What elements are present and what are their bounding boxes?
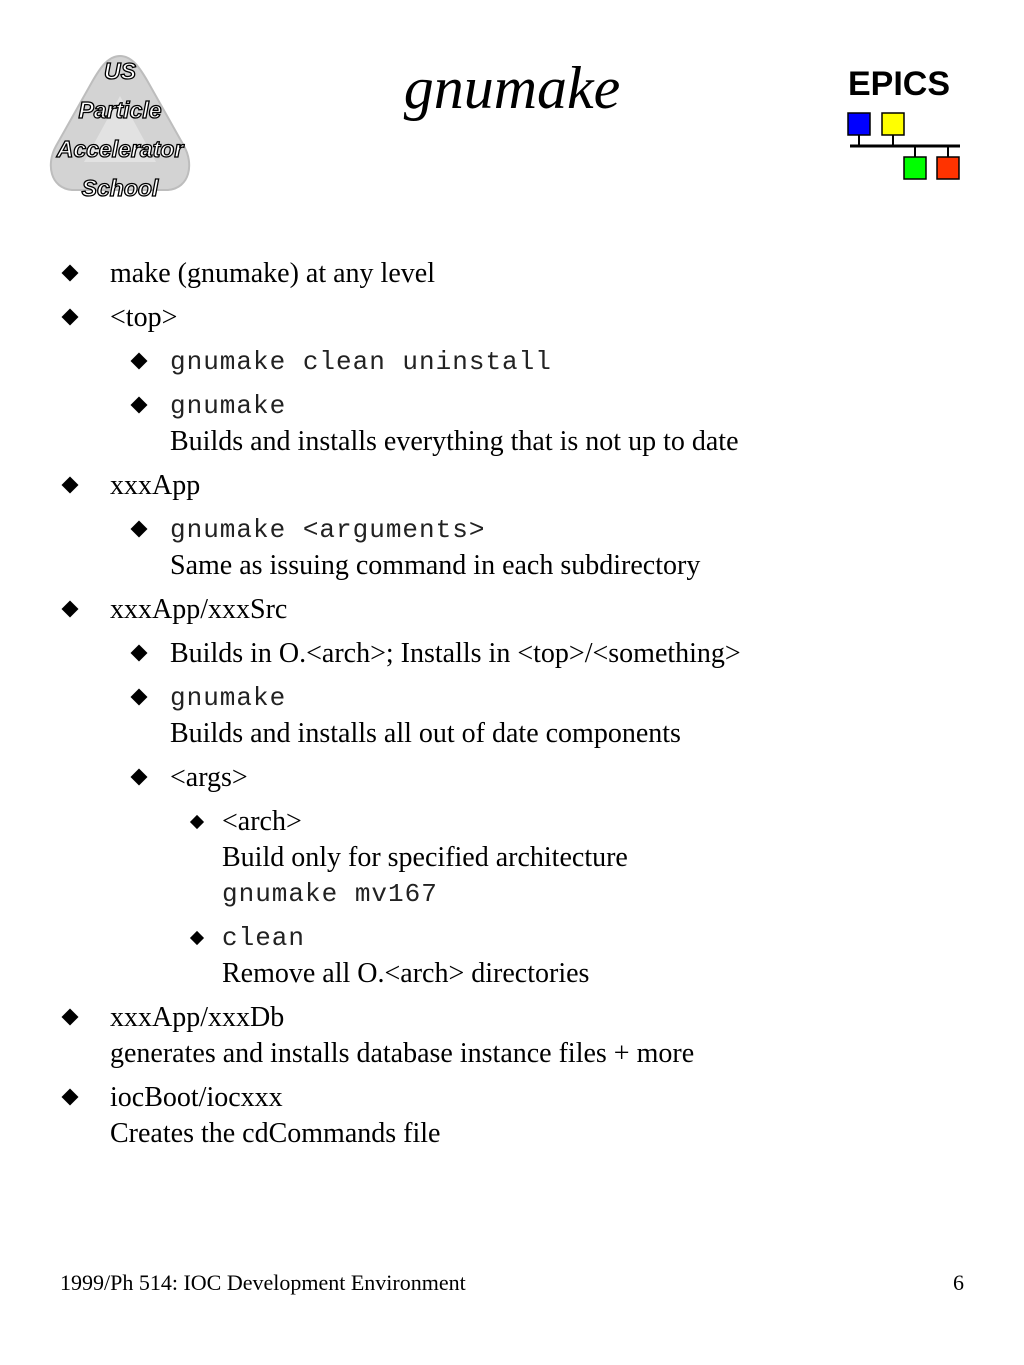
bullet-text: Creates the cdCommands file bbox=[110, 1118, 441, 1149]
bullet-item-level-1 bbox=[0, 1080, 1024, 1152]
diamond-bullet-icon bbox=[131, 353, 148, 370]
bullet-text: <top> bbox=[110, 302, 178, 333]
bullet-item-level-2 bbox=[0, 388, 1024, 460]
bullet-text: xxxApp/xxxSrc bbox=[110, 594, 288, 625]
diamond-bullet-icon bbox=[190, 931, 204, 945]
code-text: gnumake bbox=[170, 391, 287, 421]
bullet-item-level-1 bbox=[0, 592, 1024, 628]
diamond-bullet-icon bbox=[190, 815, 204, 829]
diamond-bullet-icon bbox=[62, 265, 79, 282]
bullet-text: Build only for specified architecture bbox=[222, 842, 628, 873]
bullet-list bbox=[0, 256, 1024, 1160]
bullet-text: Remove all O.<arch> directories bbox=[222, 958, 590, 989]
footer-course-label: 1999/Ph 514: IOC Development Environment bbox=[60, 1270, 466, 1295]
diamond-bullet-icon bbox=[131, 769, 148, 786]
bullet-item-level-1 bbox=[0, 468, 1024, 504]
bullet-text: Builds in O.<arch>; Installs in <top>/<something> bbox=[170, 638, 741, 669]
bullet-text: iocBoot/iocxxx bbox=[110, 1082, 283, 1113]
bullet-item-level-2 bbox=[0, 636, 1024, 672]
bullet-text: <arch> bbox=[222, 806, 302, 837]
bullet-text: <args> bbox=[170, 762, 248, 793]
slide-title: gnumake bbox=[403, 55, 621, 121]
bullet-item-level-2 bbox=[0, 760, 1024, 796]
page-number: 6 bbox=[953, 1270, 964, 1295]
bullet-text: xxxApp bbox=[110, 470, 201, 501]
diamond-bullet-icon bbox=[62, 1089, 79, 1106]
diamond-bullet-icon bbox=[62, 601, 79, 618]
code-text: gnumake <arguments> bbox=[170, 515, 486, 545]
logo-line: School bbox=[81, 175, 159, 201]
diamond-bullet-icon bbox=[62, 1009, 79, 1026]
bullet-item-level-3 bbox=[0, 920, 1024, 992]
bullet-item-level-2 bbox=[0, 680, 1024, 752]
logo-line: US bbox=[104, 58, 136, 84]
bullet-text: generates and installs database instance files + more bbox=[110, 1038, 695, 1069]
diamond-bullet-icon bbox=[62, 309, 79, 326]
code-text: clean bbox=[222, 923, 306, 953]
bullet-text: Builds and installs all out of date components bbox=[170, 718, 681, 749]
bullet-text: Builds and installs everything that is not up to date bbox=[170, 426, 739, 457]
diamond-bullet-icon bbox=[62, 477, 79, 494]
diamond-bullet-icon bbox=[131, 521, 148, 538]
bullet-item-level-2 bbox=[0, 344, 1024, 380]
bullet-item-level-3 bbox=[0, 804, 1024, 912]
epics-label: EPICS bbox=[848, 65, 951, 103]
diamond-bullet-icon bbox=[131, 397, 148, 414]
bullet-text: Same as issuing command in each subdirectory bbox=[170, 550, 701, 581]
code-text: gnumake bbox=[170, 683, 287, 713]
logo-line: Accelerator bbox=[56, 136, 184, 162]
code-text: gnumake clean uninstall bbox=[170, 347, 552, 377]
network-diagram-icon bbox=[840, 60, 970, 190]
logo-text bbox=[44, 52, 196, 208]
logo-line: Particle bbox=[78, 97, 162, 123]
bullet-item-level-1 bbox=[0, 256, 1024, 292]
code-text: gnumake mv167 bbox=[222, 879, 438, 909]
us-particle-accelerator-school-logo bbox=[44, 50, 196, 200]
epics-logo bbox=[840, 60, 970, 190]
bullet-text: make (gnumake) at any level bbox=[110, 258, 435, 289]
bullet-item-level-1 bbox=[0, 300, 1024, 336]
bullet-item-level-2 bbox=[0, 512, 1024, 584]
bullet-item-level-1 bbox=[0, 1000, 1024, 1072]
bullet-text: xxxApp/xxxDb bbox=[110, 1002, 285, 1033]
diamond-bullet-icon bbox=[131, 689, 148, 706]
diamond-bullet-icon bbox=[131, 645, 148, 662]
